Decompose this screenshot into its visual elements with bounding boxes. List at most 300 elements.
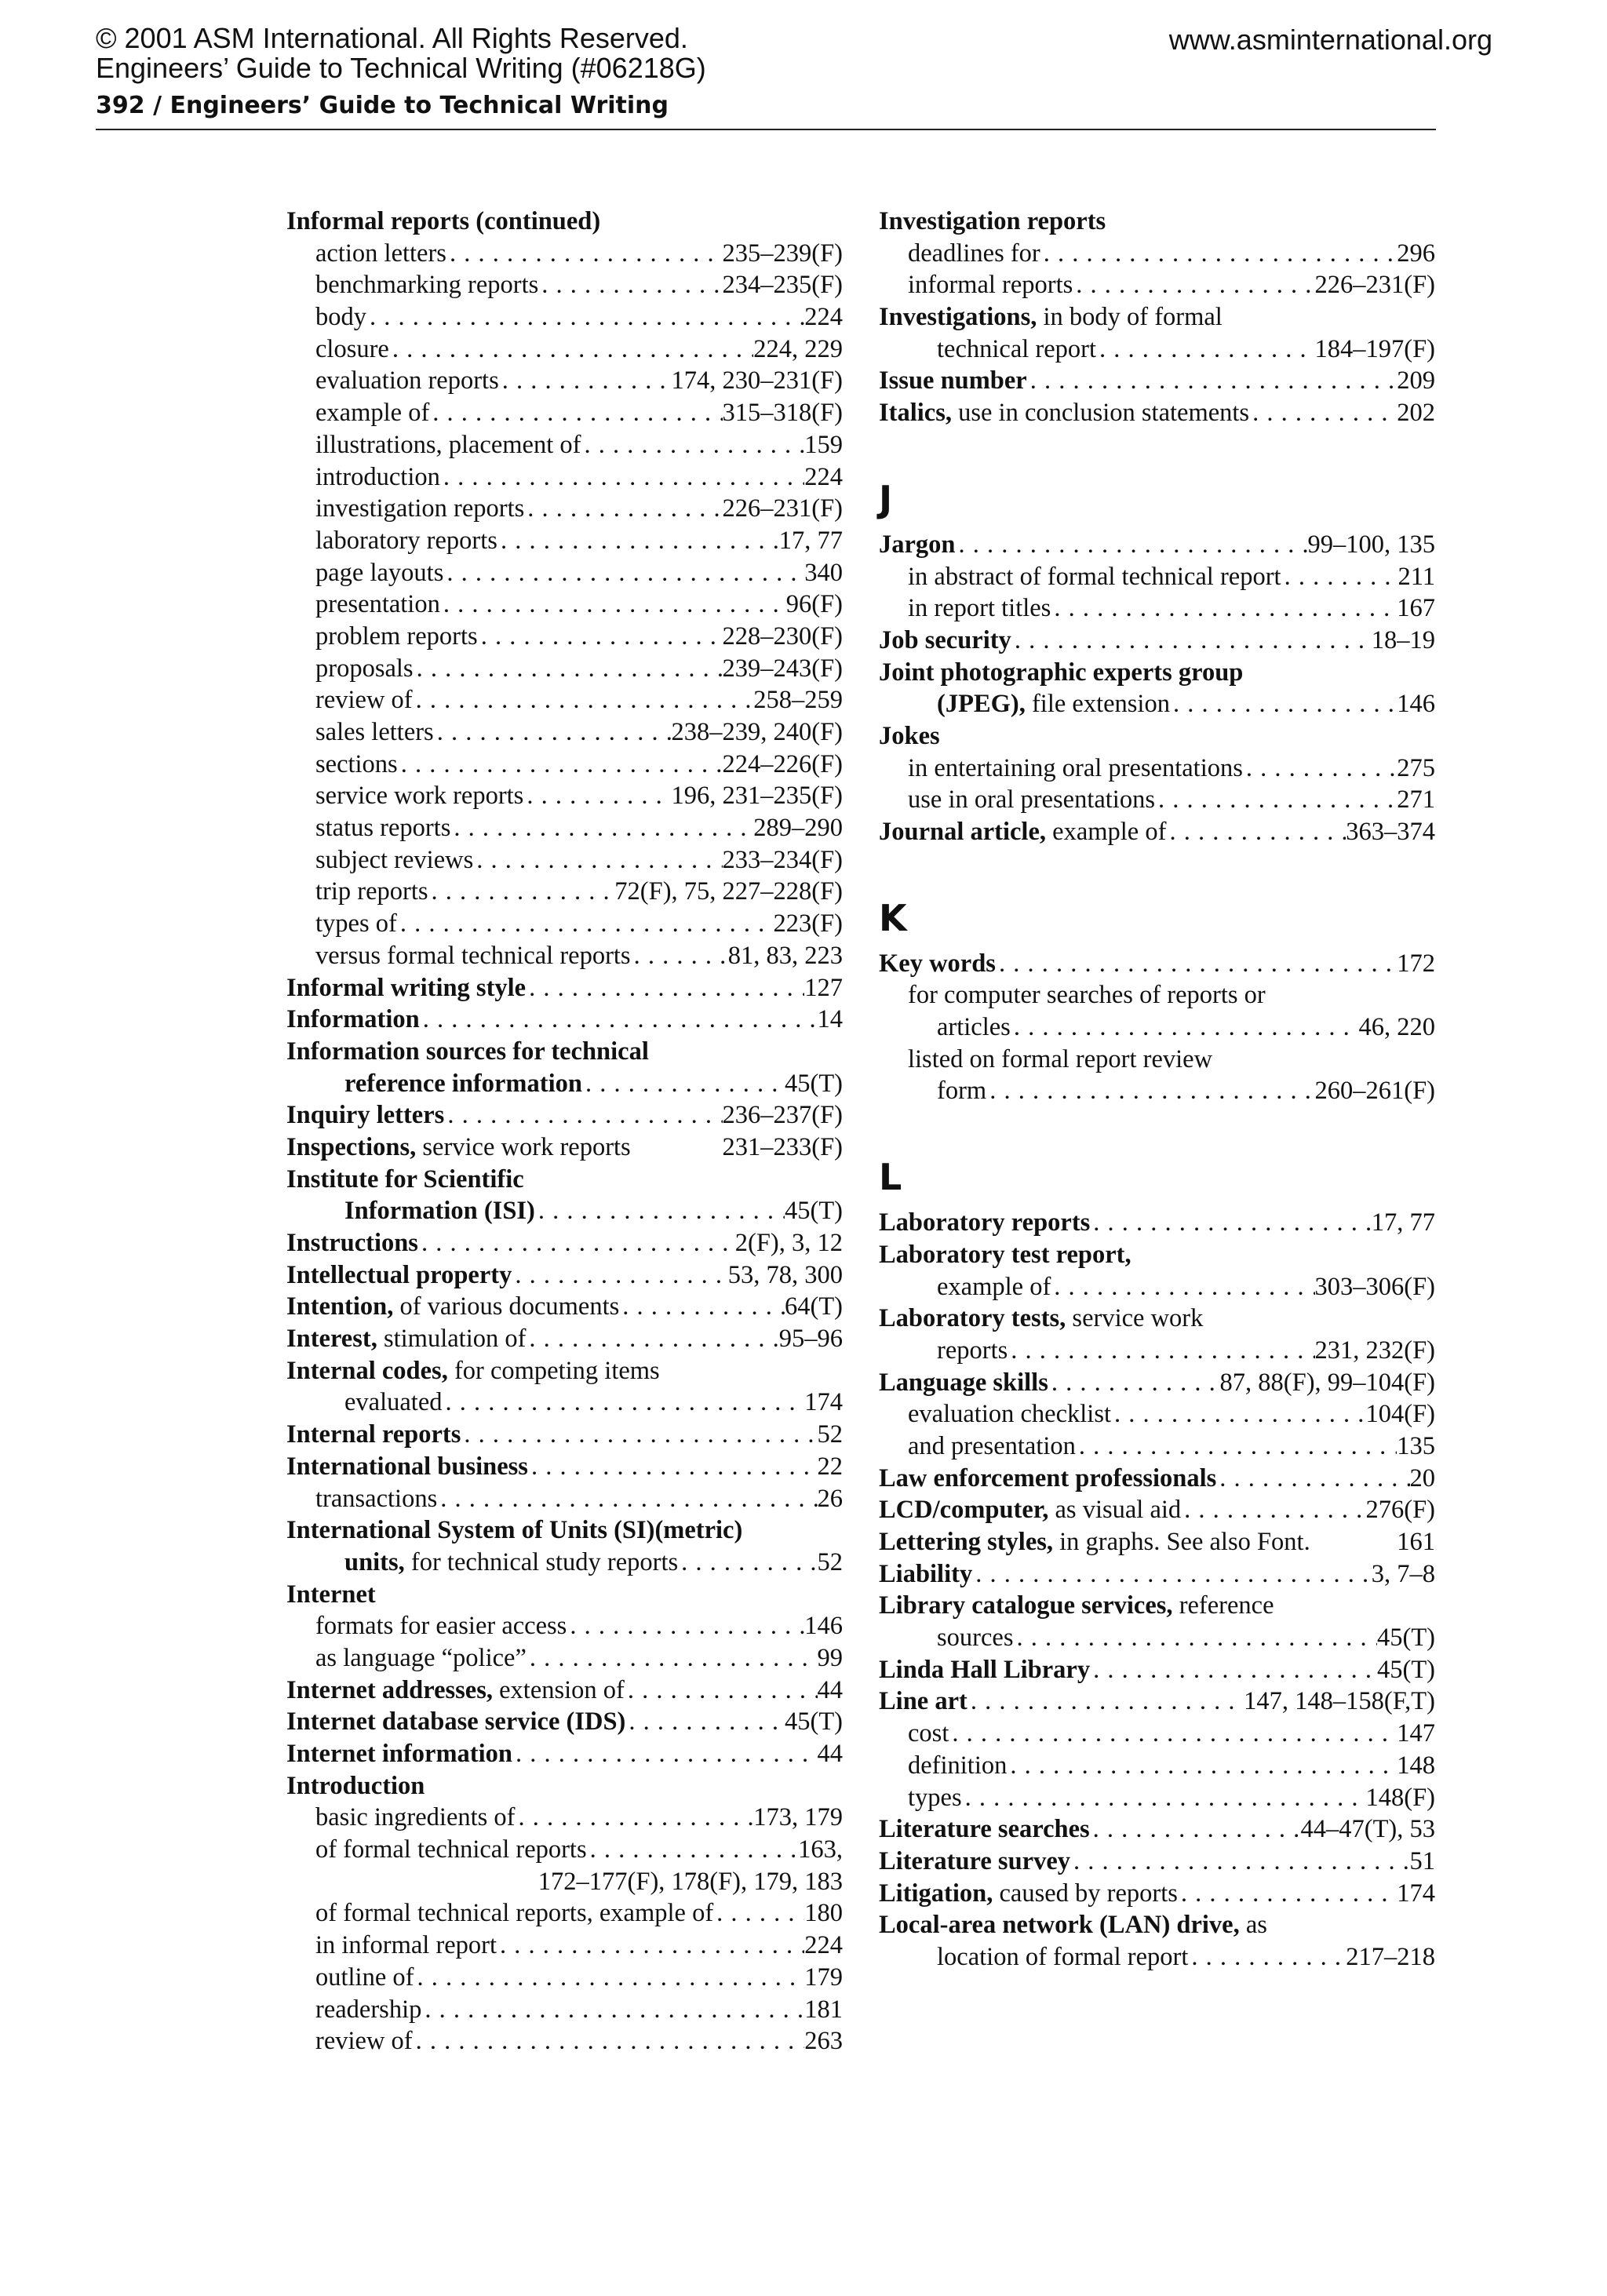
index-entry-pages: 179 — [804, 1963, 843, 1992]
index-entry-term — [315, 429, 581, 461]
index-entry-subtext: basic ingredients of — [315, 1803, 516, 1832]
index-entry-term — [879, 529, 956, 561]
index-entry-term — [908, 238, 1040, 270]
index-entry — [879, 948, 1435, 980]
index-entry-pages: 202 — [1397, 399, 1435, 428]
index-entry-term — [315, 397, 429, 429]
dot-leader — [996, 948, 1397, 980]
index-entry-term — [937, 1622, 1013, 1654]
index-entry — [879, 1526, 1435, 1558]
index-entry-term — [315, 333, 389, 366]
dot-leader — [1096, 333, 1315, 366]
index-entry — [286, 684, 843, 716]
index-entry — [286, 621, 843, 653]
index-entry-pages: 22 — [817, 1452, 843, 1481]
index-entry-pages: 363–374 — [1346, 818, 1435, 846]
dot-leader — [582, 1068, 785, 1100]
index-entry-term — [315, 461, 440, 494]
index-entry-term — [937, 1075, 986, 1107]
index-entry-term — [315, 557, 443, 589]
section-letter-heading: J — [879, 477, 893, 520]
index-entry-pages: 276(F) — [1365, 1496, 1435, 1525]
dot-leader — [421, 1994, 804, 2026]
index-entry — [879, 1654, 1435, 1686]
index-entry — [286, 1355, 843, 1387]
index-entry-subtext: sections — [315, 749, 398, 778]
index-entry-heading: Intellectual property — [286, 1260, 512, 1289]
index-entry-term — [879, 625, 1011, 657]
index-entry-subtext: deadlines for — [908, 239, 1040, 268]
index-entry-term — [315, 269, 538, 301]
dot-leader — [528, 1451, 818, 1483]
header-rule — [96, 129, 1436, 130]
dot-leader — [443, 1387, 805, 1419]
index-entry-term — [315, 908, 397, 940]
index-entry-term — [315, 621, 478, 653]
index-entry-term — [908, 784, 1155, 816]
index-entry-pages: 224 — [804, 462, 843, 491]
index-entry-pages: 3, 7–8 — [1371, 1559, 1435, 1588]
index-entry — [879, 1590, 1435, 1622]
index-entry-pages: 234–235(F) — [722, 271, 843, 300]
index-entry — [286, 972, 843, 1004]
dot-leader — [1188, 1941, 1346, 1973]
index-entry — [879, 365, 1435, 397]
index-column-right — [879, 206, 1435, 1973]
index-entry-pages: 146 — [804, 1612, 843, 1641]
index-entry-term — [908, 1430, 1076, 1463]
dot-leader — [625, 1675, 818, 1707]
dot-leader — [587, 1834, 799, 1866]
index-entry-term — [286, 1419, 461, 1451]
dot-leader — [527, 1642, 818, 1675]
index-entry — [879, 1239, 1435, 1271]
index-entry-heading: Inspections, — [286, 1132, 417, 1161]
index-entry — [879, 301, 1435, 333]
index-entry-pages: 340 — [804, 558, 843, 587]
dot-leader — [429, 397, 722, 429]
index-entry-subtext: evaluated — [344, 1388, 443, 1417]
dot-leader — [443, 557, 804, 589]
index-entry-heading: Information sources for technical — [286, 1037, 649, 1066]
index-entry-term — [879, 397, 1249, 429]
index-entry-term — [908, 592, 1051, 625]
index-entry-pages: 52 — [817, 1420, 843, 1449]
index-entry-term — [344, 1387, 443, 1419]
index-entry-term — [286, 1323, 526, 1355]
index-entry-pages: 217–218 — [1346, 1942, 1435, 1971]
index-entry-subtext: status reports — [315, 814, 451, 843]
index-entry-term — [286, 1259, 512, 1292]
index-entry — [286, 1132, 843, 1164]
index-entry — [286, 301, 843, 333]
index-entry-term — [315, 940, 631, 972]
index-entry-heading: Internet database service (IDS) — [286, 1707, 626, 1737]
index-entry — [879, 1622, 1435, 1654]
dot-leader — [986, 1075, 1314, 1107]
index-entry-pages: 233–234(F) — [722, 845, 843, 874]
index-entry-term — [286, 972, 526, 1004]
index-entry — [286, 1227, 843, 1259]
index-entry-pages: 174 — [804, 1388, 843, 1417]
dot-leader — [497, 1930, 804, 1962]
index-entry-term — [315, 1994, 421, 2026]
index-entry-heading: Laboratory test report, — [879, 1240, 1131, 1269]
index-entry-subtext: proposals — [315, 654, 414, 683]
index-entry-heading: Key words — [879, 949, 996, 978]
index-entry — [286, 1068, 843, 1100]
index-entry-term — [879, 657, 1243, 689]
index-entry-pages: 46, 220 — [1358, 1013, 1435, 1042]
index-entry-pages: 104(F) — [1365, 1400, 1435, 1429]
dot-leader — [1008, 1335, 1314, 1367]
dot-leader — [499, 365, 672, 397]
index-entry — [286, 589, 843, 621]
index-entry-pages: 14 — [817, 1005, 843, 1034]
copyright-notice — [96, 24, 706, 83]
index-entry-heading: Instructions — [286, 1229, 418, 1257]
index-entry-pages: 296 — [1397, 239, 1435, 268]
index-entry-heading: Literature searches — [879, 1815, 1090, 1844]
index-entry-pages: 184–197(F) — [1314, 334, 1435, 363]
index-entry-term — [879, 301, 1223, 333]
index-entry-subtext: form — [937, 1077, 987, 1106]
index-entry — [879, 529, 1435, 561]
index-entry-term — [937, 333, 1096, 366]
website-url[interactable]: www.asminternational.org — [1168, 24, 1492, 56]
index-entry-pages: 127 — [804, 973, 843, 1002]
index-entry — [286, 525, 843, 557]
index-entry-subtext: in graphs. See also Font. — [1053, 1528, 1310, 1556]
index-entry — [879, 1207, 1435, 1239]
index-entry-heading: Investigation reports — [879, 207, 1106, 235]
index-entry — [286, 1323, 843, 1355]
dot-leader — [1007, 1750, 1397, 1782]
index-entry-subtext: review of — [315, 686, 413, 715]
index-entry-subtext: evaluation checklist — [908, 1400, 1112, 1429]
index-entry-pages: 289–290 — [753, 814, 843, 843]
index-entry — [879, 1044, 1435, 1076]
dot-leader — [631, 940, 728, 972]
dot-leader — [440, 461, 804, 494]
dot-leader — [1243, 753, 1397, 785]
index-entry — [879, 1686, 1435, 1718]
index-entry — [879, 1718, 1435, 1750]
index-entry-term — [286, 1514, 742, 1547]
index-entry-pages: 196, 231–235(F) — [671, 782, 843, 811]
index-entry-pages: 258–259 — [753, 686, 843, 715]
index-entry — [879, 688, 1435, 720]
index-entry-term — [286, 1291, 619, 1323]
dot-leader — [413, 2025, 805, 2057]
index-entry-term — [286, 1579, 376, 1611]
index-entry-heading: Jargon — [879, 530, 956, 559]
index-entry-subtext: in abstract of formal technical report — [908, 562, 1281, 591]
index-entry-pages: 95–96 — [778, 1325, 843, 1354]
index-entry — [286, 1834, 843, 1866]
index-entry — [286, 780, 843, 812]
index-entry-heading: Introduction — [286, 1771, 425, 1800]
index-entry-heading: Inquiry letters — [286, 1101, 445, 1130]
index-entry-term — [315, 1962, 414, 1994]
index-entry-pages: 17, 77 — [778, 526, 843, 555]
running-head: 392 / Engineers’ Guide to Technical Writing — [96, 92, 669, 119]
index-entry-heading: Job security — [879, 625, 1011, 654]
dot-leader — [1051, 592, 1397, 625]
index-entry — [286, 1610, 843, 1642]
index-entry-subtext: file extension — [1025, 690, 1170, 719]
index-entry — [879, 1398, 1435, 1430]
index-entry — [286, 206, 843, 238]
index-entry-heading: Internal codes, — [286, 1356, 448, 1385]
index-entry-term — [315, 238, 446, 270]
index-entry-subtext: cost — [908, 1719, 949, 1748]
dot-leader — [1011, 1011, 1359, 1044]
index-entry-term — [315, 1897, 713, 1930]
index-entry — [286, 1547, 843, 1579]
index-entry-subtext: action letters — [315, 239, 446, 268]
dot-leader — [473, 844, 722, 876]
index-entry-subtext: and presentation — [908, 1431, 1076, 1460]
index-entry-term — [286, 1738, 512, 1770]
index-entry-pages: 148(F) — [1365, 1783, 1435, 1812]
index-entry-subtext: example of — [315, 399, 430, 428]
index-entry-heading: International System of Units (SI)(metric) — [286, 1516, 743, 1545]
index-entry — [286, 493, 843, 525]
index-entry — [286, 1419, 843, 1451]
index-entry-subtext: of formal technical reports — [315, 1835, 587, 1864]
index-entry-subtext: formats for easier access — [315, 1612, 567, 1641]
index-entry-heading: International business — [286, 1452, 528, 1481]
index-entry-term — [286, 1451, 528, 1483]
index-entry-pages: 45(T) — [785, 1197, 843, 1226]
dot-leader — [1070, 1846, 1410, 1878]
index-entry-pages: 146 — [1397, 690, 1435, 719]
index-entry — [286, 653, 843, 685]
index-entry-heading: (JPEG), — [937, 690, 1026, 719]
copyright-line-2: Engineers’ Guide to Technical Writing (#06218G) — [96, 52, 706, 84]
dot-leader — [418, 1227, 735, 1259]
index-entry-subtext: benchmarking reports — [315, 271, 539, 300]
index-entry-subtext: example of — [937, 1272, 1051, 1301]
index-entry-term — [286, 1227, 418, 1259]
index-entry-term — [908, 1044, 1212, 1076]
dot-leader — [461, 1419, 817, 1451]
index-entry-subtext: investigation reports — [315, 494, 525, 523]
index-entry-subtext: as visual aid — [1048, 1496, 1182, 1525]
index-entry-subtext: evaluation reports — [315, 366, 499, 395]
index-entry — [286, 1387, 843, 1419]
index-entry — [879, 1011, 1435, 1044]
index-entry-term — [315, 525, 497, 557]
index-entry-subtext: informal reports — [908, 271, 1073, 300]
index-entry-term — [315, 780, 523, 812]
index-entry — [879, 1813, 1435, 1846]
index-entry-pages: 64(T) — [785, 1292, 843, 1321]
index-entry-pages: 231, 232(F) — [1314, 1336, 1435, 1365]
index-entry-heading: LCD/computer, — [879, 1496, 1049, 1525]
index-entry-subtext: use in oral presentations — [908, 785, 1155, 815]
index-entry-heading: Informal reports (continued) — [286, 207, 601, 235]
index-entry-term — [315, 589, 440, 621]
section-letter-heading: L — [879, 1156, 902, 1199]
index-entry-heading: Informal writing style — [286, 973, 527, 1002]
index-entry-heading: Local-area network (LAN) drive, — [879, 1911, 1240, 1940]
index-entry-term — [879, 1367, 1048, 1399]
index-entry — [879, 720, 1435, 753]
dot-leader — [949, 1718, 1397, 1750]
index-entry-term — [908, 269, 1073, 301]
index-entry-term — [315, 844, 473, 876]
index-entry — [286, 2025, 843, 2057]
index-entry-term — [315, 876, 428, 908]
dot-leader — [1040, 238, 1397, 270]
dot-leader — [516, 1802, 754, 1834]
index-entry-term — [879, 1207, 1090, 1239]
index-entry-subtext: reports — [937, 1336, 1008, 1365]
index-entry-subtext: example of — [1046, 818, 1167, 846]
index-entry-subtext: in body of formal — [1037, 303, 1223, 332]
index-entry-pages: 275 — [1397, 753, 1435, 782]
dot-leader — [450, 812, 753, 844]
index-entry-heading: Line art — [879, 1687, 967, 1716]
index-entry-term — [879, 1654, 1090, 1686]
index-entry-pages: 18–19 — [1371, 625, 1435, 654]
index-entry-subtext: types of — [315, 909, 397, 938]
index-entry-pages: 226–231(F) — [722, 494, 843, 523]
index-entry-heading: Literature survey — [879, 1846, 1070, 1875]
index-entry-term — [908, 979, 1266, 1011]
index-entry-subtext: as language “police” — [315, 1643, 527, 1672]
index-entry — [879, 333, 1435, 366]
index-entry-term — [286, 1132, 631, 1164]
index-entry-subtext: versus formal technical reports — [315, 941, 631, 970]
index-entry — [286, 333, 843, 366]
dot-leader — [1249, 397, 1397, 429]
dot-leader — [1090, 1207, 1371, 1239]
dot-leader — [437, 1483, 817, 1515]
index-entry-term — [315, 684, 413, 716]
dot-leader — [625, 1706, 785, 1738]
index-entry-pages: 180 — [804, 1899, 843, 1928]
index-entry-subtext: listed on formal report review — [908, 1044, 1213, 1073]
index-entry-pages: 44 — [817, 1675, 843, 1704]
index-entry-heading: Information — [286, 1005, 420, 1034]
index-entry — [879, 816, 1435, 848]
index-entry — [286, 1675, 843, 1707]
index-entry-term — [286, 1004, 420, 1036]
index-entry — [286, 557, 843, 589]
index-entry — [879, 1367, 1435, 1399]
index-entry-subtext: types — [908, 1783, 962, 1812]
index-entry — [286, 1706, 843, 1738]
index-entry-pages: 53, 78, 300 — [727, 1260, 843, 1289]
dot-leader — [398, 749, 723, 781]
index-entry — [286, 812, 843, 844]
dot-leader — [389, 333, 753, 366]
index-entry-heading: units, — [344, 1547, 405, 1576]
dot-leader — [1076, 1430, 1397, 1463]
dot-leader — [420, 1004, 818, 1036]
dot-leader — [1155, 784, 1397, 816]
dot-leader — [446, 238, 723, 270]
index-entry-term — [879, 1813, 1090, 1846]
index-entry — [286, 1514, 843, 1547]
index-entry-heading: Interest, — [286, 1325, 377, 1354]
index-entry-pages: 231–233(F) — [722, 1132, 843, 1161]
index-entry-pages: 45(T) — [785, 1069, 843, 1098]
index-entry — [879, 1494, 1435, 1526]
index-entry-pages: 173, 179 — [753, 1803, 843, 1832]
dot-leader — [535, 1195, 785, 1227]
index-entry — [879, 1303, 1435, 1335]
dot-leader — [440, 589, 786, 621]
index-entry-subtext: introduction — [315, 462, 440, 491]
index-entry-subtext: in entertaining oral presentations — [908, 753, 1243, 782]
dot-leader — [1011, 625, 1372, 657]
dot-leader — [414, 1962, 804, 1994]
dot-leader — [366, 301, 804, 333]
index-entry-subtext: in informal report — [315, 1931, 497, 1960]
index-entry-pages: 44–47(T), 53 — [1300, 1815, 1435, 1844]
index-entry-pages: 224, 229 — [753, 334, 843, 363]
index-entry-subtext: in report titles — [908, 594, 1051, 623]
index-entry-pages: 211 — [1397, 562, 1435, 591]
index-entry — [879, 561, 1435, 593]
index-entry-pages: 224 — [804, 1931, 843, 1960]
index-entry-term — [937, 1271, 1051, 1303]
index-entry — [286, 1962, 843, 1994]
dot-leader — [444, 1099, 722, 1132]
dot-leader — [962, 1782, 1366, 1814]
index-entry-heading: Information (ISI) — [344, 1197, 535, 1226]
index-entry-subtext: readership — [315, 1995, 422, 2024]
index-entry-heading: Language skills — [879, 1368, 1048, 1397]
index-entry — [879, 784, 1435, 816]
index-entry-pages: 87, 88(F), 99–104(F) — [1219, 1368, 1435, 1397]
index-entry — [286, 1770, 843, 1802]
index-entry-heading: Internet addresses, — [286, 1675, 493, 1704]
index-entry-heading: Internal reports — [286, 1420, 461, 1449]
dot-leader — [956, 529, 1308, 561]
dot-leader — [428, 876, 615, 908]
index-entry-heading: Italics, — [879, 399, 952, 428]
index-entry-subtext: stimulation of — [377, 1325, 527, 1354]
dot-leader — [1090, 1813, 1301, 1846]
dot-leader — [538, 269, 722, 301]
index-entry-subtext: service work reports — [315, 782, 524, 811]
index-entry-subtext: illustrations, placement of — [315, 430, 581, 459]
index-entry — [286, 1195, 843, 1227]
index-entry-pages: 26 — [817, 1484, 843, 1513]
index-entry-term — [286, 1770, 425, 1802]
index-entry-term — [879, 1590, 1274, 1622]
dot-leader — [1048, 1367, 1220, 1399]
index-entry — [286, 876, 843, 908]
index-entry-heading: Library catalogue services, — [879, 1591, 1173, 1620]
index-entry-pages: 135 — [1397, 1431, 1435, 1460]
index-entry-subtext: transactions — [315, 1484, 438, 1513]
index-entry-term — [315, 1610, 567, 1642]
index-entry-term — [315, 1483, 437, 1515]
index-entry-subtext: use in conclusion statements — [951, 399, 1250, 428]
index-entry — [879, 1558, 1435, 1591]
index-entry-term — [315, 1642, 527, 1675]
dot-leader — [678, 1547, 817, 1579]
index-entry-heading: Internet information — [286, 1740, 512, 1768]
dot-leader — [414, 653, 723, 685]
dot-leader — [526, 972, 804, 1004]
